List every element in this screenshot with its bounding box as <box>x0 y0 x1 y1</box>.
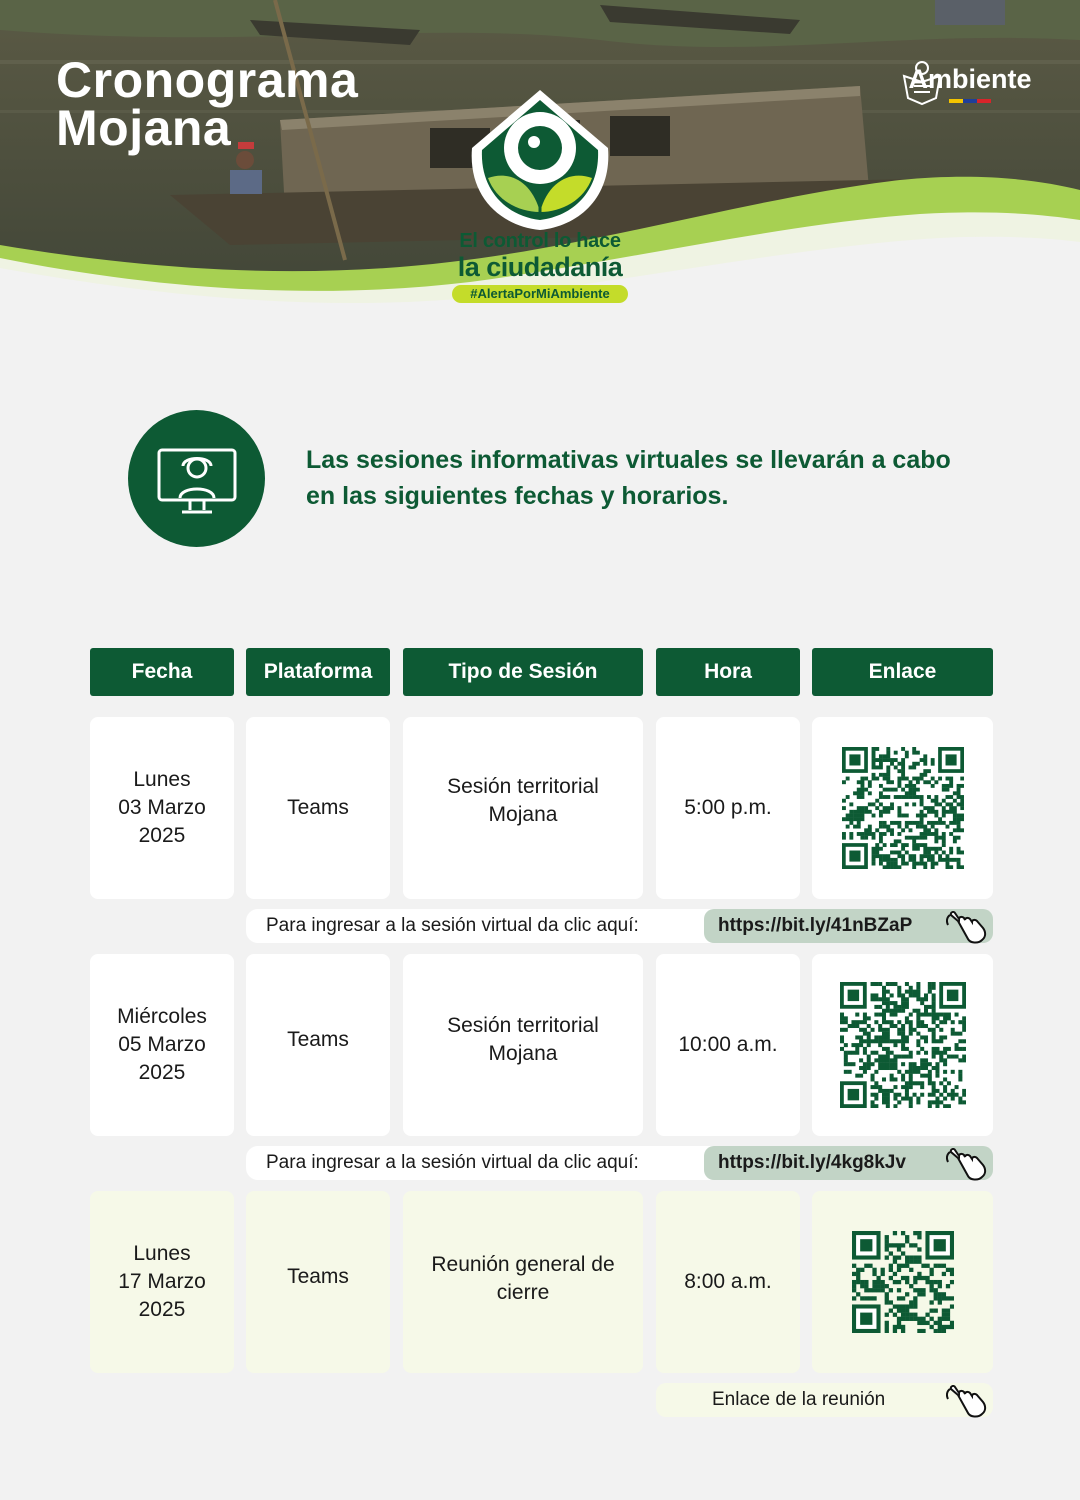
time-cell <box>656 717 800 899</box>
session-type-line-2: Mojana <box>488 1042 558 1065</box>
platform-text: Teams <box>287 1265 349 1288</box>
date-cell <box>90 717 234 899</box>
time-cell <box>656 954 800 1136</box>
qr-cell[interactable] <box>812 954 993 1136</box>
date-cell <box>90 954 234 1136</box>
time-text: 5:00 p.m. <box>684 796 772 819</box>
hand-pointer-icon[interactable] <box>946 1385 988 1421</box>
session-type-line-1: Reunión general de <box>431 1253 615 1276</box>
session-link[interactable]: https://bit.ly/41nBZaP <box>704 909 993 943</box>
link-bar[interactable] <box>656 1383 993 1417</box>
campaign-hashtag: #AlertaPorMiAmbiente <box>452 285 628 303</box>
date-year: 2025 <box>138 824 186 847</box>
title-line-2: Mojana <box>56 100 232 156</box>
monitor-user-icon <box>156 442 238 518</box>
qr-code-icon[interactable] <box>842 747 964 869</box>
session-type-cell <box>403 1191 643 1373</box>
page-title <box>56 52 359 156</box>
platform-cell <box>246 1191 390 1373</box>
date-year: 2025 <box>138 1061 186 1084</box>
campaign-line-2: la ciudadanía <box>457 252 623 282</box>
link-label: Para ingresar a la sesión virtual da clic aquí: <box>266 1152 639 1173</box>
date-year: 2025 <box>138 1298 186 1321</box>
session-type-line-2: Mojana <box>488 803 558 826</box>
date-day: Miércoles <box>117 1005 207 1028</box>
header-enlace: Enlace <box>812 648 993 696</box>
platform-text: Teams <box>287 1028 349 1051</box>
header-plataforma: Plataforma <box>246 648 390 696</box>
intro-text: Las sesiones informativas virtuales se llevarán a cabo en las siguientes fechas y horarios. <box>306 446 951 510</box>
brand-name: Ambiente <box>908 64 1032 94</box>
virtual-session-badge <box>128 410 265 547</box>
meeting-link-label[interactable]: Enlace de la reunión <box>712 1389 886 1410</box>
crest-icon <box>900 58 944 106</box>
date-date: 05 Marzo <box>118 1033 206 1056</box>
campaign-line-1: El control lo hace <box>459 230 621 252</box>
date-day: Lunes <box>133 1242 191 1265</box>
session-type-cell <box>403 954 643 1136</box>
session-type-line-1: Sesión territorial <box>447 1014 599 1037</box>
title-line-1: Cronograma <box>56 52 359 108</box>
qr-cell[interactable] <box>812 717 993 899</box>
campaign-logo <box>440 86 640 306</box>
qr-code-icon[interactable] <box>852 1231 954 1333</box>
session-link[interactable]: https://bit.ly/4kg8kJv <box>704 1146 993 1180</box>
ministry-brand <box>900 58 1040 103</box>
session-type-line-1: Sesión territorial <box>447 775 599 798</box>
date-day: Lunes <box>133 768 191 791</box>
header-tipo-sesion: Tipo de Sesión <box>403 648 643 696</box>
qr-code-icon[interactable] <box>840 982 966 1108</box>
flag-stripe <box>949 99 991 103</box>
platform-cell <box>246 954 390 1136</box>
session-type-cell <box>403 717 643 899</box>
link-bar <box>246 1146 993 1180</box>
date-date: 03 Marzo <box>118 796 206 819</box>
platform-cell <box>246 717 390 899</box>
time-text: 8:00 a.m. <box>684 1270 772 1293</box>
link-bar <box>246 909 993 943</box>
platform-text: Teams <box>287 796 349 819</box>
session-type-line-2: cierre <box>496 1281 550 1304</box>
qr-cell[interactable] <box>812 1191 993 1373</box>
time-text: 10:00 a.m. <box>678 1033 778 1056</box>
time-cell <box>656 1191 800 1373</box>
header-fecha: Fecha <box>90 648 234 696</box>
hand-pointer-icon[interactable] <box>946 1148 988 1184</box>
link-label: Para ingresar a la sesión virtual da clic aquí: <box>266 915 639 936</box>
hand-pointer-icon[interactable] <box>946 911 988 947</box>
header-hora: Hora <box>656 648 800 696</box>
date-cell <box>90 1191 234 1373</box>
eye-leaf-icon <box>440 86 640 236</box>
date-date: 17 Marzo <box>118 1270 206 1293</box>
